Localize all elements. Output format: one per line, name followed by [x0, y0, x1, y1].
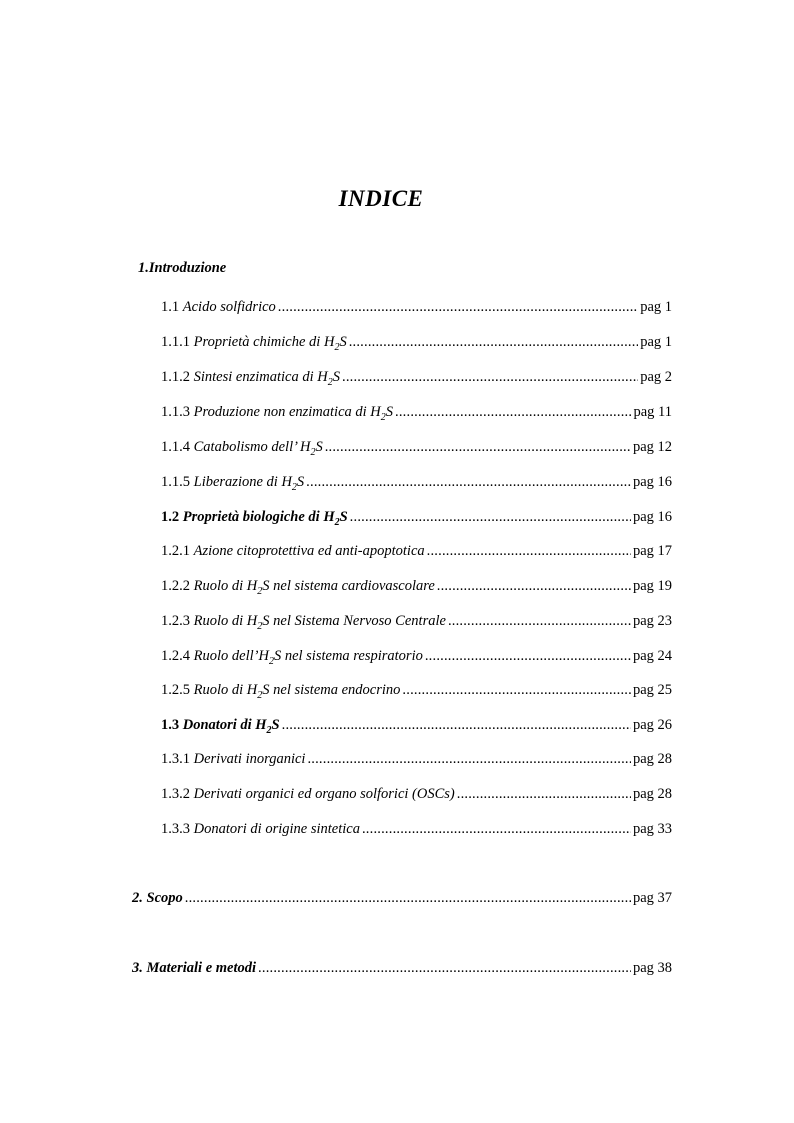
toc-entry-number: 2.	[132, 890, 143, 906]
toc-entry-label: Produzione non enzimatica di $H_2S$	[193, 404, 394, 423]
toc-entry[interactable]	[161, 648, 672, 668]
toc-entry-number: 1.2.2	[161, 578, 190, 594]
toc-entry-label: Donatori di $H_2S$	[182, 717, 280, 736]
toc-entry[interactable]	[161, 682, 672, 702]
toc-entry-page: pag 1	[640, 299, 672, 315]
toc-entry-page: pag 37	[632, 890, 672, 906]
toc-entry[interactable]	[161, 404, 672, 424]
toc-entry-page: pag 19	[632, 578, 672, 594]
toc-entry-number: 1.2.4	[161, 648, 190, 664]
toc-entry[interactable]	[161, 334, 672, 354]
toc-entry-page: pag 1	[640, 334, 672, 350]
toc-entry[interactable]	[161, 786, 672, 806]
page-title: INDICE	[338, 186, 424, 211]
toc-entry-chapter[interactable]	[132, 960, 672, 980]
toc-entry[interactable]	[161, 474, 672, 494]
toc-entry[interactable]	[161, 543, 672, 563]
dot-leader	[437, 578, 631, 595]
toc-entry-label: Derivati inorganici	[193, 751, 306, 767]
dot-leader	[258, 960, 631, 977]
toc-entry-page: pag 23	[632, 613, 672, 629]
toc-entry-number: 1.2	[161, 509, 180, 525]
toc-entry-label: Ruolo di $H_2S$ nel Sistema Nervoso Centrale	[193, 613, 446, 632]
dot-leader	[395, 404, 631, 421]
toc-entry-label: Donatori di origine sintetica	[193, 821, 360, 837]
toc-entry-page: pag 26	[632, 717, 672, 733]
toc-entry-label: Azione citoprotettiva ed anti-apoptotica	[193, 543, 425, 559]
toc-entry-page: pag 33	[632, 821, 672, 837]
toc-entry-label: Acido solfidrico	[182, 299, 276, 315]
dot-leader	[362, 821, 631, 838]
dot-leader	[278, 299, 638, 316]
toc-entry-label: Liberazione di $H_2S$	[193, 474, 305, 493]
toc-entry-page: pag 25	[632, 682, 672, 698]
toc-entry-label: Proprietà chimiche di $H_2S$	[193, 334, 347, 353]
toc-entry-page: pag 28	[632, 786, 672, 802]
toc-entry-label: Materiali e metodi	[146, 960, 257, 976]
toc-entry[interactable]	[161, 439, 672, 459]
section-heading-introduzione: 1.Introduzione	[138, 260, 227, 276]
dot-leader	[325, 439, 631, 456]
toc-entry-number: 1.2.3	[161, 613, 190, 629]
dot-leader	[185, 890, 631, 907]
toc-entry-label: Proprietà biologiche di $H_2S$	[182, 509, 348, 528]
toc-entry-number: 1.3.3	[161, 821, 190, 837]
toc-entry-number: 1.1.5	[161, 474, 190, 490]
dot-leader	[349, 334, 638, 351]
toc-entry-number: 1.3	[161, 717, 180, 733]
dot-leader	[457, 786, 631, 803]
toc-entry-page: pag 11	[633, 404, 672, 420]
dot-leader	[425, 648, 631, 665]
toc-entry-page: pag 2	[640, 369, 672, 385]
toc-entry-number: 1.2.5	[161, 682, 190, 698]
toc-entry[interactable]	[161, 751, 672, 771]
toc-entry-number: 1.1	[161, 299, 180, 315]
toc-entry-label: Catabolismo dell’ $H_2S$	[193, 439, 323, 458]
toc-entry-page: pag 28	[632, 751, 672, 767]
toc-entry-number: 1.1.1	[161, 334, 190, 350]
dot-leader	[282, 717, 631, 734]
toc-entry-label: Sintesi enzimatica di $H_2S$	[193, 369, 340, 388]
toc-entry-page: pag 16	[632, 509, 672, 525]
toc-entry[interactable]	[161, 369, 672, 389]
toc-entry-chapter[interactable]	[132, 890, 672, 910]
toc-entry-label: Scopo	[146, 890, 183, 906]
toc-entry-label: Ruolo di $H_2S$ nel sistema endocrino	[193, 682, 401, 701]
toc-entry-label: Derivati organici ed organo solforici (OSCs)	[193, 786, 455, 802]
toc-entry-label: Ruolo $dell’H_2S$ nel sistema respiratorio	[193, 648, 423, 667]
toc-entry[interactable]	[161, 821, 672, 841]
toc-entry-page: pag 38	[632, 960, 672, 976]
toc-entry-number: 1.1.3	[161, 404, 190, 420]
toc-entry-page: pag 17	[632, 543, 672, 559]
toc-entry[interactable]	[161, 613, 672, 633]
dot-leader	[342, 369, 638, 386]
toc-entry[interactable]	[161, 578, 672, 598]
toc-entry-number: 1.2.1	[161, 543, 190, 559]
toc-entry-label: Ruolo di $H_2S$ nel sistema cardiovascolare	[193, 578, 435, 597]
dot-leader	[427, 543, 631, 560]
toc-entry-number: 1.1.4	[161, 439, 190, 455]
toc-entry-page: pag 24	[632, 648, 672, 664]
dot-leader	[448, 613, 631, 630]
dot-leader	[402, 682, 631, 699]
toc-entry[interactable]	[161, 299, 672, 319]
toc-entry-page: pag 16	[632, 474, 672, 490]
toc-entry-number: 3.	[132, 960, 143, 976]
toc-entry-page: pag 12	[632, 439, 672, 455]
dot-leader	[307, 751, 630, 768]
dot-leader	[306, 474, 631, 491]
toc-entry[interactable]	[161, 509, 672, 529]
toc-entry[interactable]	[161, 717, 672, 737]
toc-entry-number: 1.3.1	[161, 751, 190, 767]
dot-leader	[350, 509, 631, 526]
toc-entry-number: 1.3.2	[161, 786, 190, 802]
toc-entry-number: 1.1.2	[161, 369, 190, 385]
